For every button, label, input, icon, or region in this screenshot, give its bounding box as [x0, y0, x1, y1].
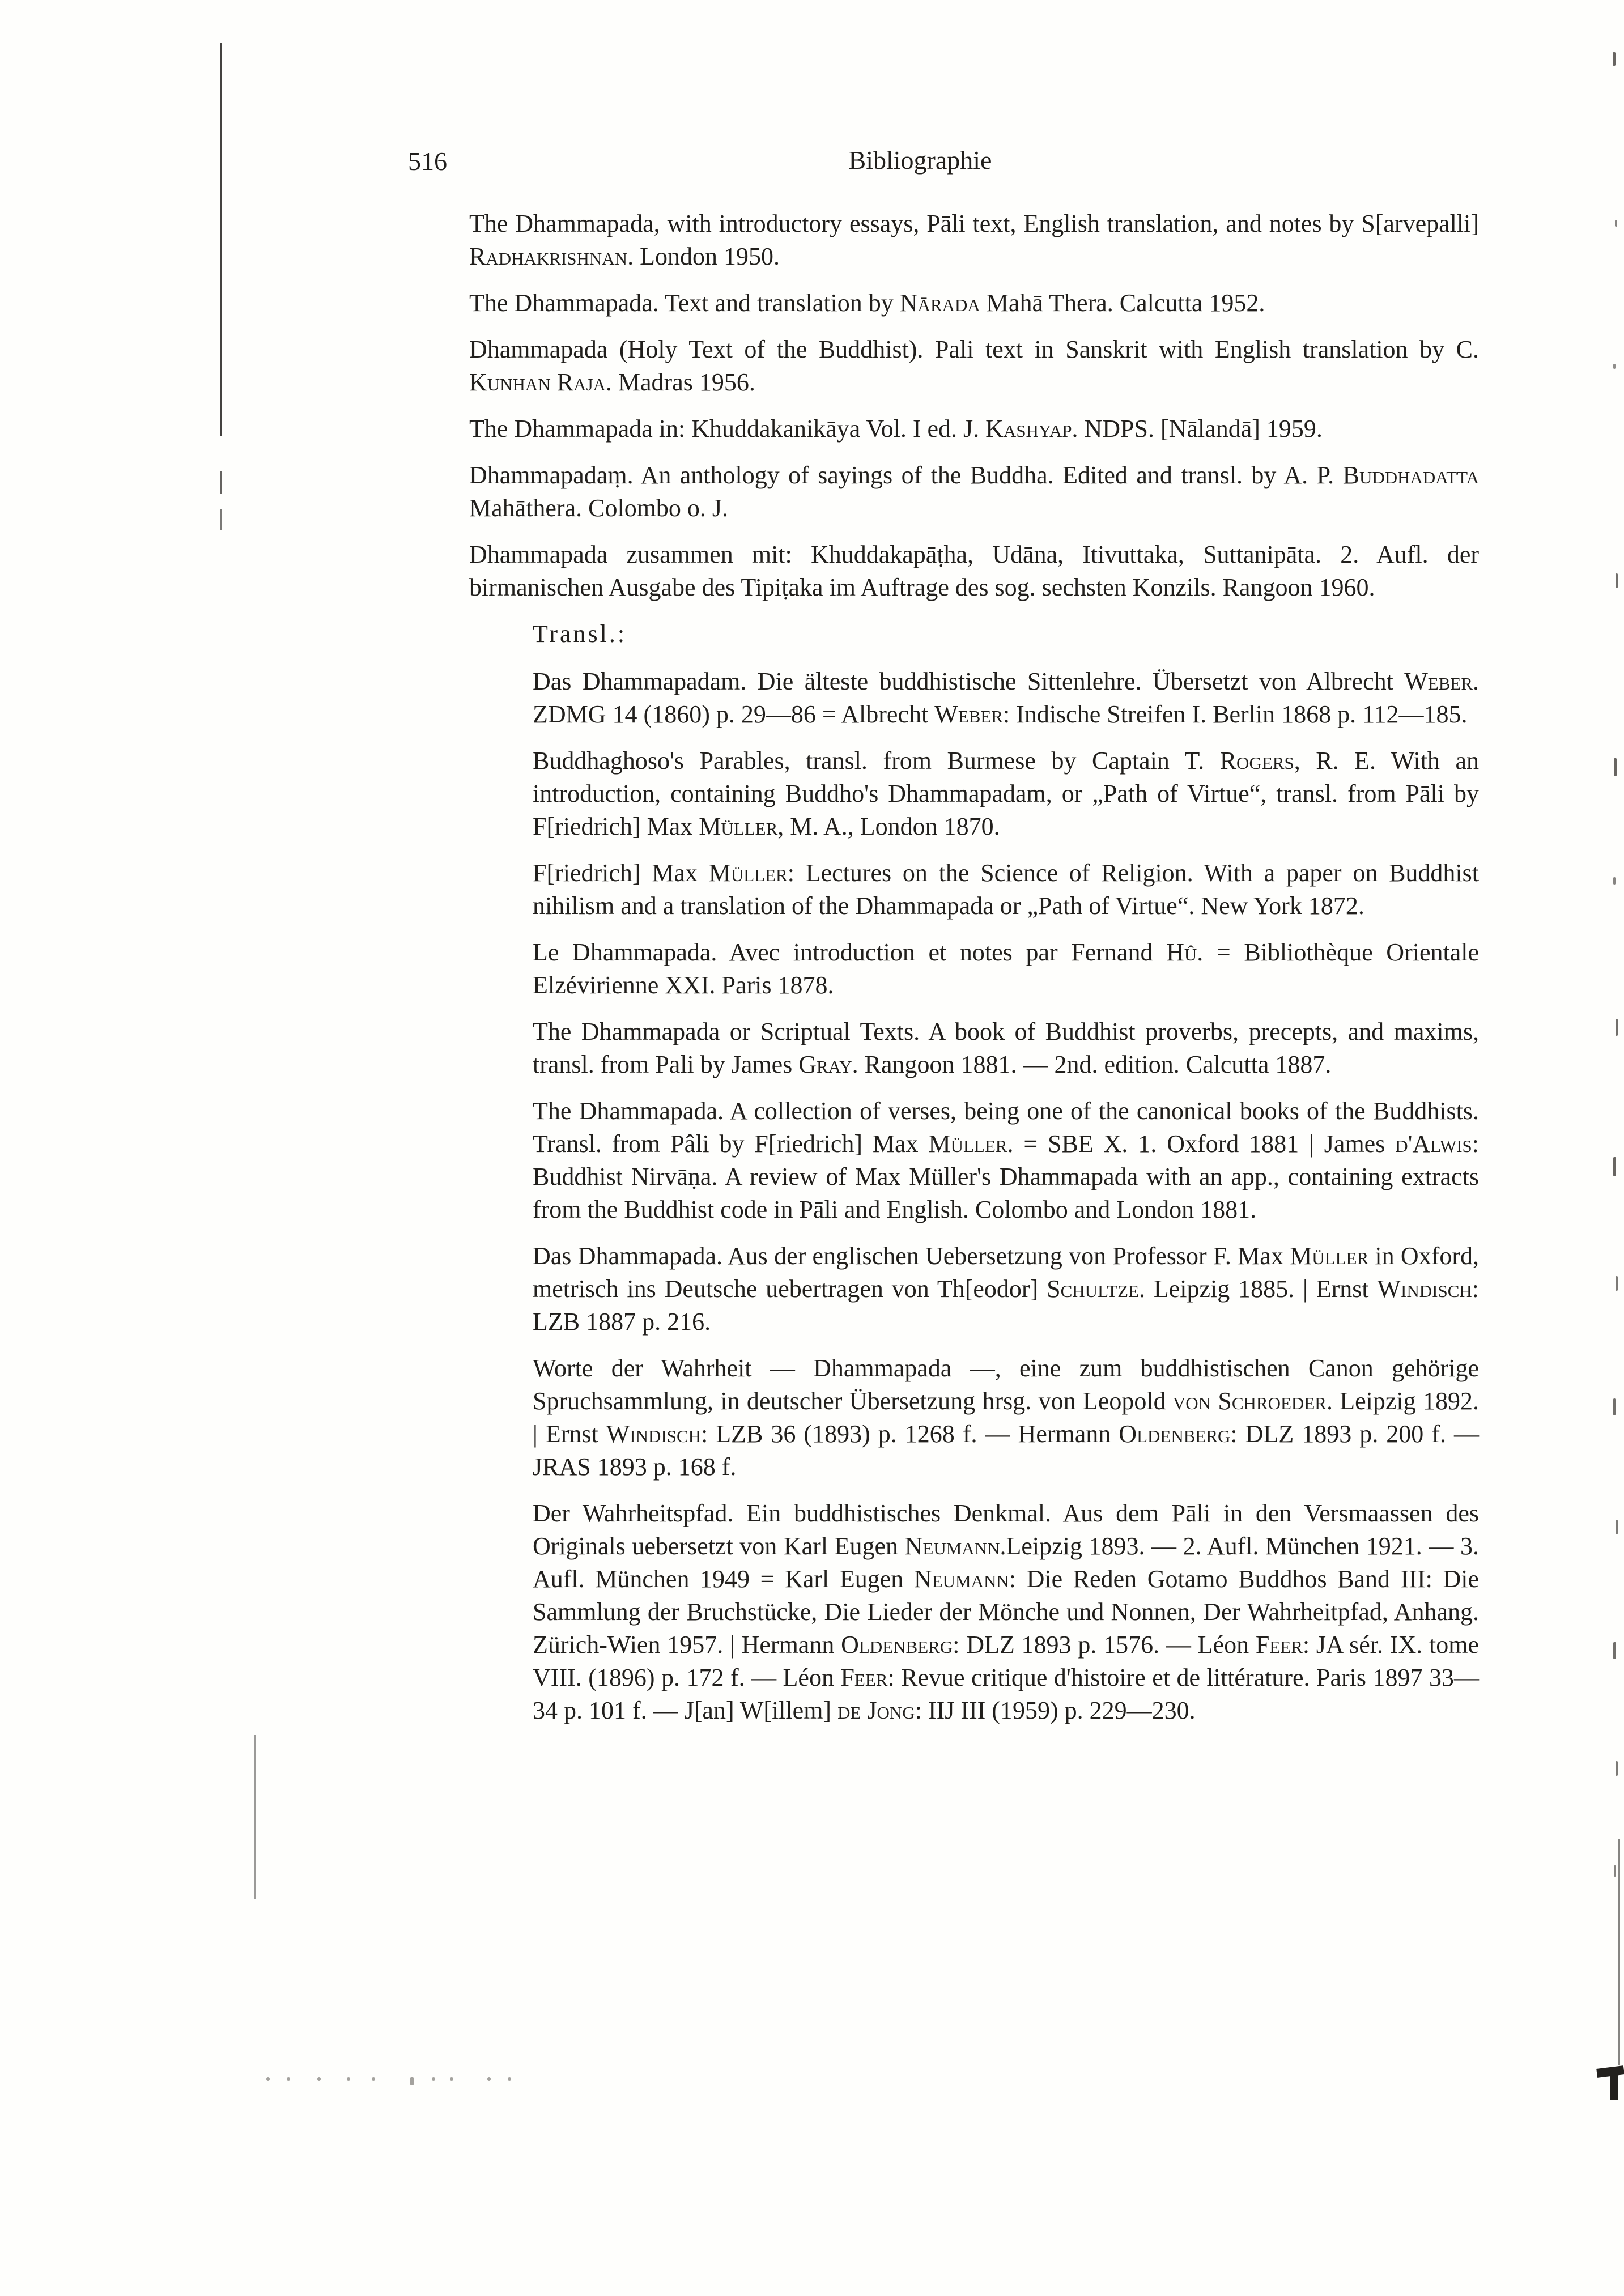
scan-speck: [1616, 1761, 1618, 1776]
scan-speck: [1616, 1019, 1618, 1036]
entry-text: Dhammapada zusammen mit: Khuddakapāṭha, Udāna, Itivuttaka, Suttanipāta. 2. Aufl. der birmanischen Ausgabe des Tipiṭaka im Auftrage des sog. sechsten Konzils. Rangoon 1960.: [469, 541, 1479, 601]
entry-text: . Leipzig 1892. | Ernst: [533, 1387, 1479, 1448]
entry-text: Das Dhammapada. Aus der englischen Uebersetzung von Professor F. Max: [533, 1242, 1290, 1270]
entry-text: : Lectures on the Science of Religion. With a paper on Buddhist nihilism and a translation of the Dhammapada or „Path of Virtue“. New York 1872.: [533, 859, 1479, 920]
entry-text: . Rangoon 1881. — 2nd. edition. Calcutta 1887.: [852, 1051, 1332, 1078]
entry-text: : Indische Streifen I. Berlin 1868 p. 112—185.: [1002, 700, 1468, 728]
scan-speck: [1613, 52, 1616, 66]
author-name: Oldenberg: [841, 1631, 953, 1659]
bibliography-entry: [533, 936, 1479, 1002]
section-heading: [533, 618, 1479, 650]
entry-text: Mahāthera. Colombo o. J.: [469, 494, 729, 522]
entry-text: : LZB 1887 p. 216.: [533, 1275, 1479, 1336]
entry-text: The Dhammapada in: Khuddakanikāya Vol. I ed. J.: [469, 415, 986, 443]
author-name: Weber: [1404, 667, 1473, 695]
author-name: Radhakrishnan: [469, 243, 628, 270]
author-name: Müller: [699, 813, 778, 840]
entry-text: . London 1950.: [627, 243, 780, 270]
author-name: Windisch: [606, 1420, 702, 1448]
bibliography-entry: [533, 1015, 1479, 1081]
scan-speck: [1616, 573, 1618, 588]
bibliography-entry: [533, 1352, 1479, 1483]
bibliography-entry: [469, 333, 1479, 399]
entry-text: , M. A., London 1870.: [777, 813, 1000, 840]
scan-artifact-left-line: [220, 43, 222, 436]
entry-text: The Dhammapada or Scriptual Texts. A book of Buddhist proverbs, precepts, and maxims, transl. from Pali by James: [533, 1018, 1479, 1078]
entry-text: : Buddhist Nirvāṇa. A review of Max Müller's Dhammapada with an app., containing extracts from the Buddhist code in Pāli and English. Colombo and London 1881.: [533, 1130, 1480, 1223]
entry-text: Dhammapada (Holy Text of the Buddhist). Pali text in Sanskrit with English translation by C.: [469, 335, 1479, 363]
entry-text: . = Bibliothèque Orientale Elzévirienne XXI. Paris 1878.: [533, 938, 1479, 999]
entry-text: The Dhammapada. A collection of verses, being one of the canonical books of the Buddhists. Transl. from Pâli by F[riedrich] Max: [533, 1097, 1479, 1158]
scan-dot: [508, 2077, 511, 2081]
entry-text: The Dhammapada, with introductory essays, Pāli text, English translation, and notes by S[arvepalli]: [469, 210, 1479, 237]
page-number: 516: [408, 147, 447, 176]
entry-text: : Die Reden Gotamo Buddhos Band III: Die Sammlung der Bruchstücke, Die Lieder der Mönche und Nonnen, Der Wahrheitpfad, Anhang. Zürich-Wien 1957. | Hermann: [533, 1565, 1479, 1659]
scan-dot: [287, 2077, 290, 2081]
author-name: Neumann: [904, 1532, 1000, 1560]
entry-text: Le Dhammapada. Avec introduction et notes par Fernand: [533, 938, 1167, 966]
author-name: Weber: [934, 700, 1003, 728]
page-header: [408, 145, 1479, 176]
bibliography-entry: [469, 413, 1479, 445]
author-name: Müller: [1290, 1242, 1369, 1270]
scan-artifact-left-dash: [220, 509, 222, 530]
entry-text: Worte der Wahrheit — Dhammapada —, eine zum buddhistischen Canon gehörige Spruchsammlung, in deutscher Übersetzung hrsg. von Leopold: [533, 1354, 1479, 1415]
bibliography-entry: [533, 665, 1479, 731]
scan-dot: [372, 2077, 375, 2081]
entry-text: . = SBE X. 1. Oxford 1881 | James: [1007, 1130, 1396, 1158]
author-name: Schultze: [1047, 1275, 1139, 1303]
scan-speck: [1616, 1276, 1618, 1291]
scan-speck: [1613, 1642, 1616, 1659]
scan-speck: [1613, 364, 1616, 369]
scan-dot: [450, 2077, 453, 2081]
author-name: Hû: [1166, 938, 1197, 966]
entry-text: The Dhammapada. Text and translation by: [469, 289, 900, 317]
scan-dot: [347, 2077, 350, 2081]
author-name: Feer: [1255, 1631, 1303, 1659]
author-name: Windisch: [1377, 1275, 1472, 1303]
author-name: Müller: [708, 859, 788, 887]
author-name: Gray: [798, 1051, 852, 1078]
entry-text: : DLZ 1893 p. 200 f. — JRAS 1893 p. 168 f.: [533, 1420, 1479, 1481]
bibliography-entry: [469, 207, 1479, 273]
entry-text: : Revue critique d'histoire et de littérature. Paris 1897 33—34 p. 101 f. — J[an] W[illem]: [533, 1664, 1479, 1724]
bibliography-entry: [533, 1095, 1479, 1226]
entry-text: Dhammapadaṃ. An anthology of sayings of the Buddha. Edited and transl. by A. P.: [469, 461, 1343, 489]
entry-text: F[riedrich] Max: [533, 859, 709, 887]
scan-speck: [1615, 220, 1617, 227]
entry-text: .Leipzig 1893. — 2. Aufl. München 1921. — 3. Aufl. München 1949 = Karl Eugen: [533, 1532, 1479, 1593]
scan-artifact-left-dash: [220, 471, 222, 494]
bibliography-entries: [469, 207, 1479, 1741]
bibliography-entry: [469, 538, 1479, 604]
entry-text: Transl.:: [533, 620, 627, 648]
entry-text: Buddhaghoso's Parables, transl. from Burmese by Captain T.: [533, 747, 1220, 775]
scan-speck: [1613, 877, 1616, 885]
entry-text: Das Dhammapadam. Die älteste buddhistische Sittenlehre. Übersetzt von Albrecht: [533, 667, 1405, 695]
scan-speck: [1616, 1520, 1618, 1534]
scan-dot: [266, 2077, 270, 2081]
entry-text: : JA sér. IX. tome VIII. (1896) p. 172 f. — Léon: [533, 1631, 1479, 1691]
scan-speck: [1613, 1157, 1616, 1176]
scan-speck: [1614, 758, 1617, 776]
bibliography-entry: [533, 745, 1479, 843]
scan-artifact-right-line: [1618, 1839, 1620, 2065]
scan-speck: [1613, 1398, 1616, 1415]
entry-text: . Madras 1956.: [605, 368, 755, 396]
author-name: von Schroeder: [1172, 1387, 1327, 1415]
author-name: Rogers: [1219, 747, 1294, 775]
entry-text: Mahā Thera. Calcutta 1952.: [980, 289, 1265, 317]
entry-text: : IIJ III (1959) p. 229—230.: [915, 1697, 1196, 1724]
entry-text: . ZDMG 14 (1860) p. 29—86 = Albrecht: [533, 667, 1479, 728]
bibliography-entry: [533, 857, 1479, 922]
entry-text: . Leipzig 1885. | Ernst: [1138, 1275, 1378, 1303]
author-name: Nārada: [899, 289, 980, 317]
scan-dot: [317, 2077, 321, 2081]
author-name: Kashyap: [985, 415, 1072, 443]
bibliography-entry: [469, 287, 1479, 320]
author-name: Müller: [928, 1130, 1007, 1158]
entry-text: . NDPS. [Nālandā] 1959.: [1072, 415, 1323, 443]
bibliography-entry: [533, 1497, 1479, 1727]
bibliography-entry: [469, 459, 1479, 525]
page-title: Bibliographie: [848, 146, 992, 175]
scan-dot: [487, 2077, 491, 2081]
author-name: d'Alwis: [1395, 1130, 1472, 1158]
entry-text: : LZB 36 (1893) p. 1268 f. — Hermann: [701, 1420, 1119, 1448]
author-name: de Jong: [837, 1697, 915, 1724]
entry-text: in Oxford, metrisch ins Deutsche uebertragen von Th[eodor]: [533, 1242, 1479, 1303]
entry-text: , R. E. With an introduction, containing Buddho's Dhammapadam, or „Path of Virtue“, transl. from Pāli by F[riedrich] Max: [533, 747, 1479, 840]
scan-dot: [410, 2077, 414, 2085]
author-name: Kunhan Raja: [469, 368, 606, 396]
author-name: Neumann: [913, 1565, 1009, 1593]
entry-text: Der Wahrheitspfad. Ein buddhistisches Denkmal. Aus dem Pāli in den Versmaassen des Originals uebersetzt von Karl Eugen: [533, 1499, 1479, 1560]
author-name: Feer: [840, 1664, 888, 1691]
author-name: Oldenberg: [1119, 1420, 1231, 1448]
author-name: Buddhadatta: [1342, 461, 1479, 489]
bibliography-entry: [533, 1240, 1479, 1338]
scan-dot: [432, 2077, 435, 2081]
scan-artifact-left-line-lower: [254, 1735, 256, 1899]
scan-artifact-bottom-right-mark: [1610, 2073, 1618, 2100]
entry-text: : DLZ 1893 p. 1576. — Léon: [953, 1631, 1256, 1659]
scan-speck: [1614, 1865, 1616, 1877]
